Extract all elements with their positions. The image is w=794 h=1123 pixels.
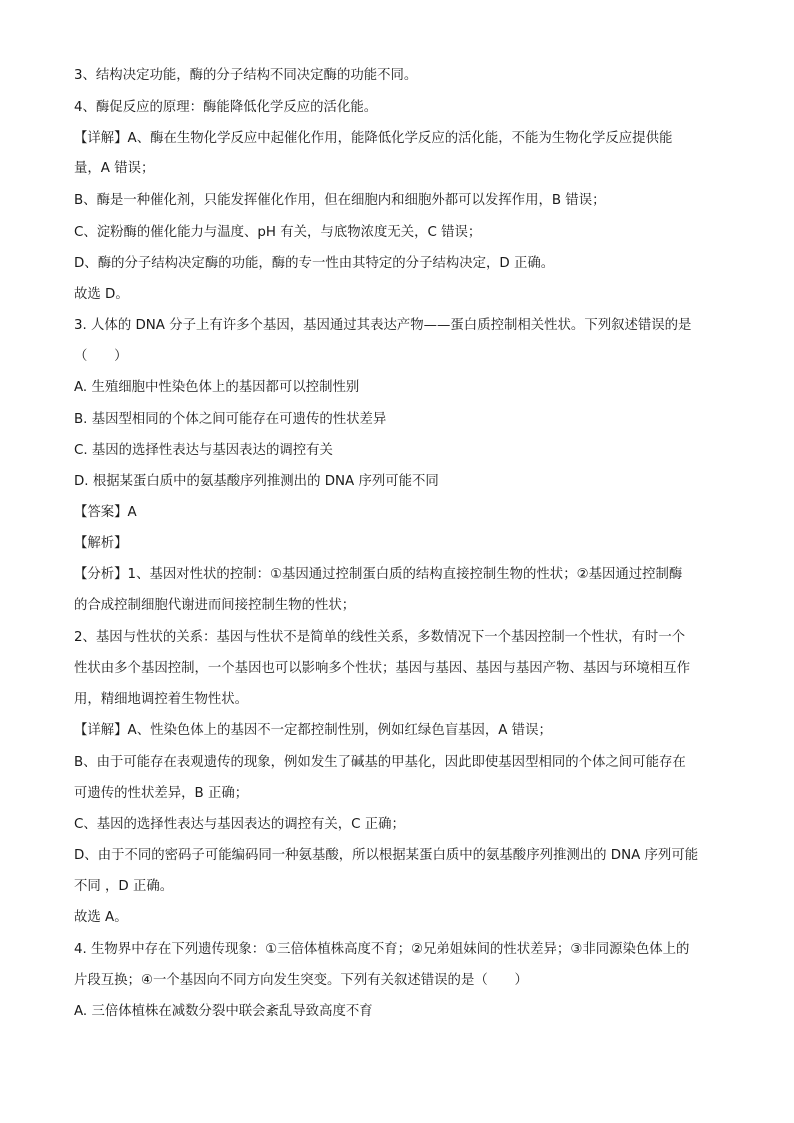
text-line: B、酶是一种催化剂，只能发挥催化作用，但在细胞内和细胞外都可以发挥作用，B 错误； <box>74 193 606 208</box>
option-d: D. 根据某蛋白质中的氨基酸序列推测出的 DNA 序列可能不同 <box>74 474 439 489</box>
text-line: 可遗传的性状差异，B 正确； <box>74 786 249 801</box>
text-line: 量，A 错误； <box>74 161 155 176</box>
text-line: 不同 ，D 正确。 <box>74 879 174 894</box>
text-line: 【详解】A、性染色体上的基因不一定都控制性别，例如红绿色盲基因，A 错误； <box>74 723 552 738</box>
text-line: 4、酶促反应的原理：酶能降低化学反应的活化能。 <box>74 100 378 115</box>
text-line: 【详解】A、酶在生物化学反应中起催化作用，能降低化学反应的活化能，不能为生物化学反应提供能 <box>74 131 673 146</box>
option-b: B. 基因型相同的个体之间可能存在可遗传的性状差异 <box>74 412 387 427</box>
text-line: 的合成控制细胞代谢进而间接控制生物的性状； <box>74 598 356 613</box>
text-line: D、酶的分子结构决定酶的功能，酶的专一性由其特定的分子结构决定，D 正确。 <box>74 256 555 271</box>
question-stem: 4. 生物界中存在下列遗传现象：①三倍体植株高度不育；②兄弟姐妹间的性状差异；③非同源染色体上的 <box>74 942 690 957</box>
option-a: A. 生殖细胞中性染色体上的基因都可以控制性别 <box>74 380 360 395</box>
option-a: A. 三倍体植株在减数分裂中联会紊乱导致高度不育 <box>74 1004 373 1019</box>
text-line: C、淀粉酶的催化能力与温度、pH 有关，与底物浓度无关，C 错误； <box>74 225 482 240</box>
text-line: 用，精细地调控着生物性状。 <box>74 692 249 707</box>
option-c: C. 基因的选择性表达与基因表达的调控有关 <box>74 443 333 458</box>
answer-label: 【答案】A <box>74 505 137 520</box>
question-stem: 片段互换；④一个基因向不同方向发生突变。下列有关叙述错误的是（ ） <box>74 973 528 988</box>
analysis-label: 【解析】 <box>74 536 128 551</box>
text-line: D、由于不同的密码子可能编码同一种氨基酸，所以根据某蛋白质中的氨基酸序列推测出的 DNA 序列可能 <box>74 848 699 863</box>
text-line: 故选 D。 <box>74 287 129 302</box>
question-stem: （ ） <box>74 349 128 364</box>
question-stem: 3. 人体的 DNA 分子上有许多个基因，基因通过其表达产物——蛋白质控制相关性状。下列叙述错误的是 <box>74 318 692 333</box>
text-line: 性状由多个基因控制，一个基因也可以影响多个性状；基因与基因、基因与基因产物、基因与环境相互作 <box>74 661 690 676</box>
text-line: 故选 A。 <box>74 910 128 925</box>
text-line: 2、基因与性状的关系：基因与性状不是简单的线性关系，多数情况下一个基因控制一个性状，有时一个 <box>74 630 686 645</box>
text-line: 3、结构决定功能，酶的分子结构不同决定酶的功能不同。 <box>74 68 418 83</box>
text-line: 【分析】1、基因对性状的控制：①基因通过控制蛋白质的结构直接控制生物的性状；②基因通过控制酶 <box>74 567 683 582</box>
text-line: C、基因的选择性表达与基因表达的调控有关，C 正确； <box>74 817 405 832</box>
text-line: B、由于可能存在表观遗传的现象，例如发生了碱基的甲基化，因此即使基因型相同的个体之间可能存在 <box>74 755 686 770</box>
